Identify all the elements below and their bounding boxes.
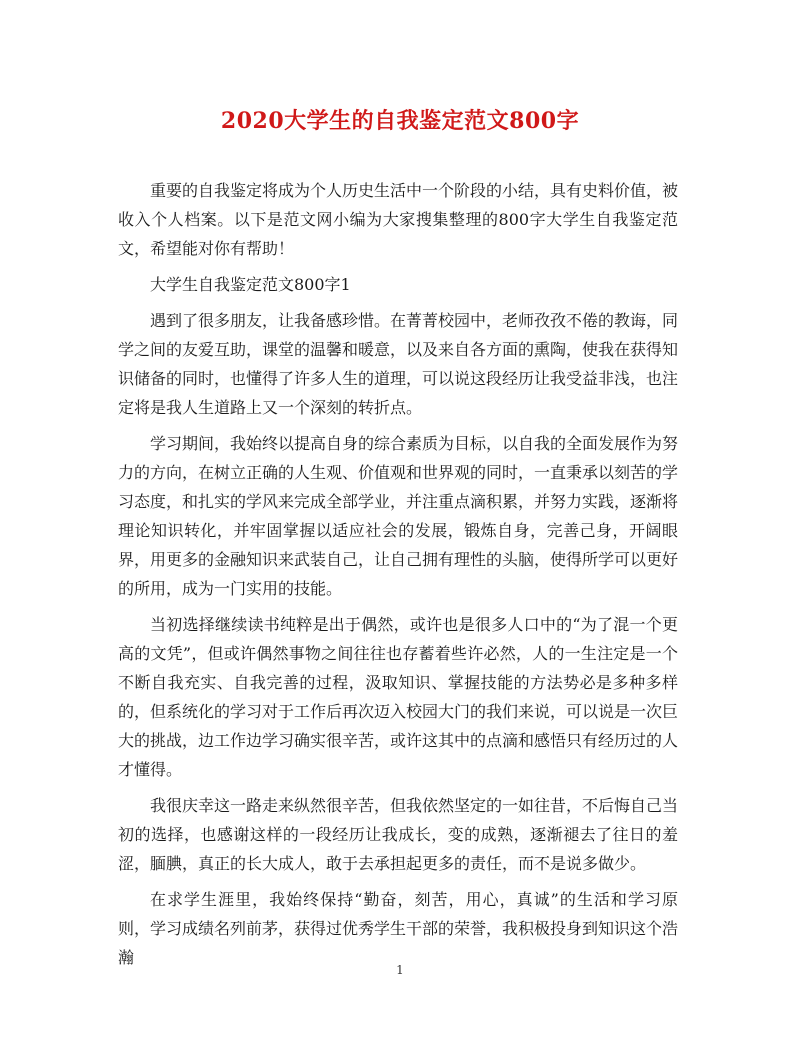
page-number: 1 — [396, 963, 404, 977]
paragraph: 当初选择继续读书纯粹是出于偶然，或许也是很多人口中的“为了混一个更高的文凭”，但或许偶然事物之间往往也存蓄着些许必然，人的一生注定是一个不断自我充实、自我完善的过程，汲取知识、掌握技能的方法势必是多种多样的，但系统化的学习对于工作后再次迈入校园大门的我们来说，可以说是一次巨大的挑战，边工作边学习确实很辛苦，或许这其中的点滴和感悟只有经历过的人才懂得。 — [118, 615, 679, 779]
paragraph-intro: 重要的自我鉴定将成为个人历史生活中一个阶段的小结，具有史料价值，被收入个人档案。以下是范文网小编为大家搜集整理的800字大学生自我鉴定范文，希望能对你有帮助！ — [118, 181, 679, 258]
paragraph: 我很庆幸这一路走来纵然很辛苦，但我依然坚定的一如往昔，不后悔自己当初的选择，也感谢这样的一段经历让我成长，变的成熟，逐渐褪去了往日的羞涩，腼腆，真正的长大成人，敢于去承担起更多的责任，而不是说多做少。 — [118, 796, 679, 873]
paragraph: 在求学生涯里，我始终保持“勤奋，刻苦，用心，真诚”的生活和学习原则，学习成绩名列前茅，获得过优秀学生干部的荣誉，我积极投身到知识这个浩瀚 — [118, 890, 679, 967]
paragraph: 学习期间，我始终以提高自身的综合素质为目标，以自我的全面发展作为努力的方向，在树立正确的人生观、价值观和世界观的同时，一直秉承以刻苦的学习态度，和扎实的学风来完成全部学业，并注重点滴积累，并努力实践，逐渐将理论知识转化，并牢固掌握以适应社会的发展，锻炼自身，完善己身，开阔眼界，用更多的金融知识来武装自己，让自己拥有理性的头脑，使得所学可以更好的所用，成为一门实用的技能。 — [118, 434, 679, 598]
document-title: 2020大学生的自我鉴定范文800字 — [220, 108, 580, 134]
section-heading: 大学生自我鉴定范文800字1 — [150, 275, 351, 294]
paragraph: 遇到了很多朋友，让我备感珍惜。在菁菁校园中，老师孜孜不倦的教诲，同学之间的友爱互助，课堂的温馨和暖意，以及来自各方面的熏陶，使我在获得知识储备的同时，也懂得了许多人生的道理，可以说这段经历让我受益非浅，也注定将是我人生道路上又一个深刻的转折点。 — [118, 311, 679, 417]
document-body — [118, 176, 678, 979]
